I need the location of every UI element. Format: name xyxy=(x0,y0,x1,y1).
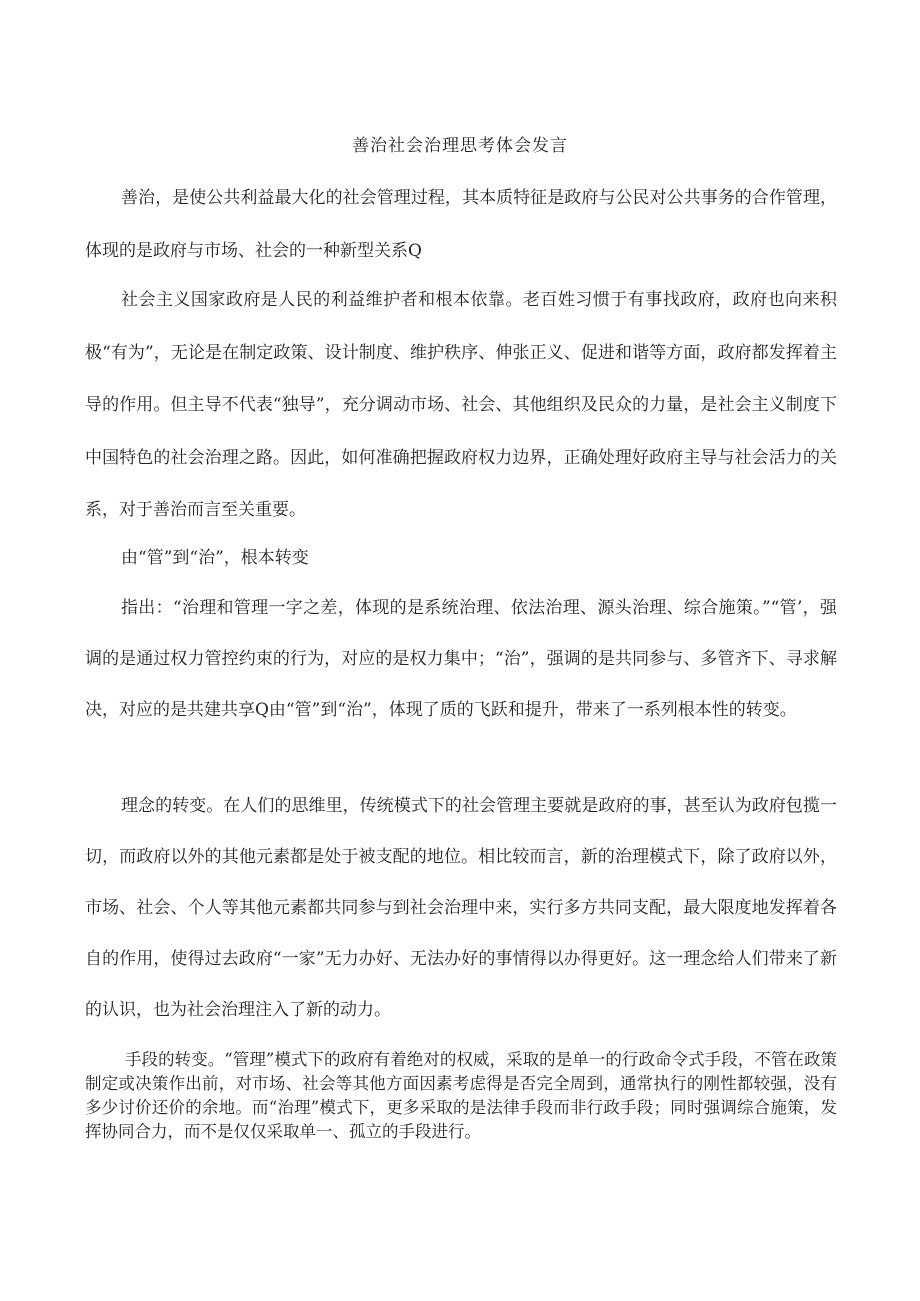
paragraph-concept-change: 理念的转变。在人们的思维里，传统模式下的社会管理主要就是政府的事，甚至认为政府包揽一切，而政府以外的其他元素都是处于被支配的地位。相比较而言，新的治理模式下，除了政府以外，市场、社会、个人等其他元素都共同参与到社会治理中来，实行多方共同支配，最大限度地发挥着各自的作用，使得过去政府“一家”无力办好、无法办好的事情得以办得更好。这一理念给人们带来了新的认识，也为社会治理注入了新的动力。 xyxy=(85,796,837,1020)
paragraph-intro: 善治，是使公共利益最大化的社会管理过程，其本质特征是政府与公民对公共事务的合作管理，体现的是政府与市场、社会的一种新型关系Q xyxy=(85,188,837,261)
paragraph-quote: 指出：“治理和管理一字之差，体现的是系统治理、依法治理、源头治理、综合施策。”“管’，强调的是通过权力管控约束的行为，对应的是权力集中；“治”，强调的是共同参与、多管齐下、寻求解决，对应的是共建共享Q由“管”到“治”，体现了质的飞跃和提升，带来了一系列根本性的转变。 xyxy=(85,598,837,720)
document-title: 善治社会治理思考体会发言 xyxy=(352,136,568,156)
paragraph-government-role: 社会主义国家政府是人民的利益维护者和根本依靠。老百姓习惯于有事找政府，政府也向来积极“有为”，无论是在制定政策、设计制度、维护秩序、伸张正义、促进和谐等方面，政府都发挥着主导的作用。但主导不代表“独导”，充分调动市场、社会、其他组织及民众的力量，是社会主义制度下中国特色的社会治理之路。因此，如何准确把握政府权力边界，正确处理好政府主导与社会活力的关系，对于善治而言至关重要。 xyxy=(85,290,837,520)
paragraph-means-change: 手段的转变。“管理”模式下的政府有着绝对的权威，采取的是单一的行政命令式手段，不管在政策制定或决策作出前，对市场、社会等其他方面因素考虑得是否完全周到，通常执行的刚性都较强，没有多少讨价还价的余地。而“治理”模式下，更多采取的是法律手段而非行政手段；同时强调综合施策，发挥协同合力，而不是仅仅采取单一、孤立的手段进行。 xyxy=(85,1050,837,1141)
section-heading-management-to-governance: 由“管”到“治”，根本转变 xyxy=(121,548,309,568)
